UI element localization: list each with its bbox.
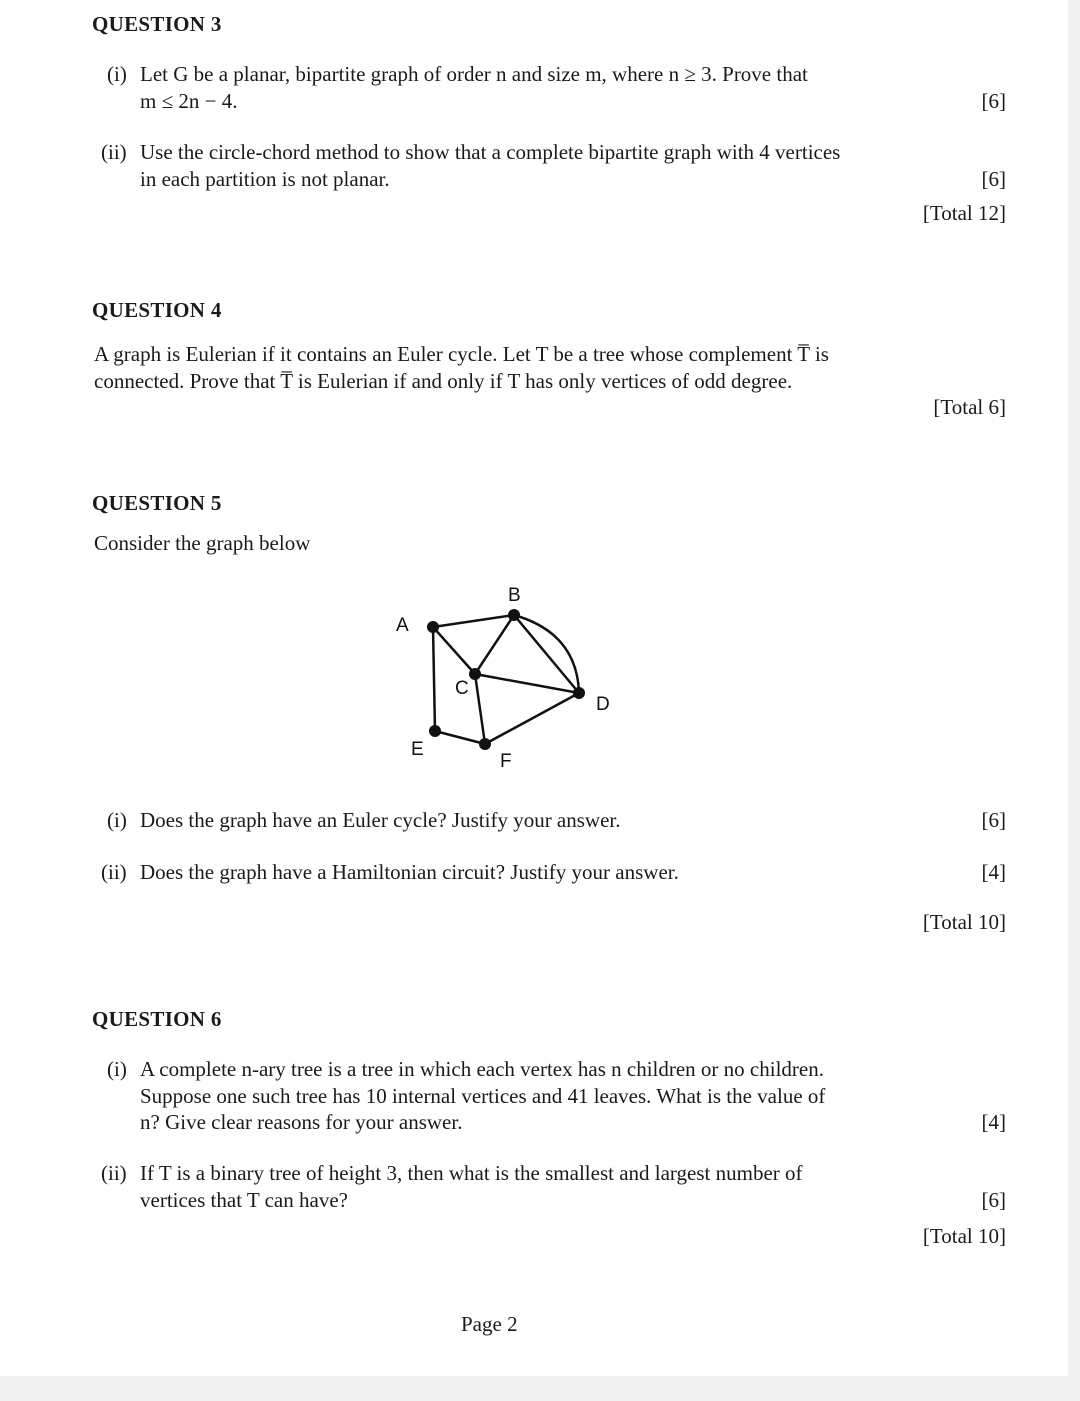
vertex-label-c: C: [455, 678, 469, 699]
q5-part-ii-text: Does the graph have a Hamiltonian circuit? Justify your answer.: [140, 860, 679, 884]
vertex-d: [573, 687, 585, 699]
edge-b-c: [475, 615, 514, 674]
q5-part-i-marks: [6]: [981, 808, 1006, 832]
edge-a-b: [433, 615, 514, 627]
edge-c-a: [433, 627, 475, 674]
vertex-label-f: F: [500, 751, 512, 772]
q3-part-i-line-1: Let G be a planar, bipartite graph of order n and size m, where n ≥ 3. Prove that: [140, 62, 808, 86]
question-3-heading: QUESTION 3: [92, 12, 222, 36]
vertex-label-a: A: [396, 615, 409, 636]
edge-c-d: [475, 674, 579, 693]
vertex-e: [429, 725, 441, 737]
q4-line-2: connected. Prove that T̅ is Eulerian if and only if T has only vertices of odd degree.: [94, 369, 793, 393]
vertex-b: [508, 609, 520, 621]
page-number: Page 2: [461, 1312, 518, 1336]
q5-part-ii-marks: [4]: [981, 860, 1006, 884]
vertex-f: [479, 738, 491, 750]
q6-total: [Total 10]: [922, 1224, 1006, 1248]
q6-part-i-line-3: n? Give clear reasons for your answer.: [140, 1110, 463, 1134]
page-edge-right: [1068, 0, 1080, 1401]
q6-part-ii-line-1: If T is a binary tree of height 3, then what is the smallest and largest number of: [140, 1161, 803, 1185]
vertex-label-b: B: [508, 585, 521, 606]
q6-part-i-line-1: A complete n-ary tree is a tree in which each vertex has n children or no children.: [140, 1057, 824, 1081]
question-6-heading: QUESTION 6: [92, 1007, 222, 1031]
edge-c-f: [475, 674, 485, 744]
q3-part-ii-marks: [6]: [981, 167, 1006, 191]
q5-part-ii-number: (ii): [101, 860, 127, 884]
q3-part-i-number: (i): [107, 62, 127, 86]
q6-part-i-marks: [4]: [981, 1110, 1006, 1134]
q3-part-ii-number: (ii): [101, 140, 127, 164]
question-5-heading: QUESTION 5: [92, 491, 222, 515]
q3-part-ii-line-2: in each partition is not planar.: [140, 167, 390, 191]
q4-line-1: A graph is Eulerian if it contains an Euler cycle. Let T be a tree whose complement T̅ is: [94, 342, 829, 366]
q3-part-ii-line-1: Use the circle-chord method to show that a complete bipartite graph with 4 vertices: [140, 140, 841, 164]
q3-part-i-line-2: m ≤ 2n − 4.: [140, 89, 238, 113]
q5-total: [Total 10]: [922, 910, 1006, 934]
vertex-label-d: D: [596, 694, 610, 715]
q6-part-ii-line-2: vertices that T can have?: [140, 1188, 348, 1212]
edge-a-e: [433, 627, 435, 731]
q6-part-ii-number: (ii): [101, 1161, 127, 1185]
q6-part-i-number: (i): [107, 1057, 127, 1081]
q4-total: [Total 6]: [933, 395, 1006, 419]
q6-part-ii-marks: [6]: [981, 1188, 1006, 1212]
q5-intro: Consider the graph below: [94, 531, 311, 555]
vertex-a: [427, 621, 439, 633]
q3-total: [Total 12]: [922, 201, 1006, 225]
q5-graph-figure: [380, 575, 620, 775]
q3-part-i-marks: [6]: [981, 89, 1006, 113]
page-edge-bottom: [0, 1376, 1080, 1401]
vertex-c: [469, 668, 481, 680]
vertex-label-e: E: [411, 739, 424, 760]
q6-part-i-line-2: Suppose one such tree has 10 internal vertices and 41 leaves. What is the value of: [140, 1084, 826, 1108]
q5-part-i-text: Does the graph have an Euler cycle? Justify your answer.: [140, 808, 621, 832]
edge-e-f: [435, 731, 485, 744]
question-4-heading: QUESTION 4: [92, 298, 222, 322]
edge-d-f: [485, 693, 579, 744]
q5-part-i-number: (i): [107, 808, 127, 832]
